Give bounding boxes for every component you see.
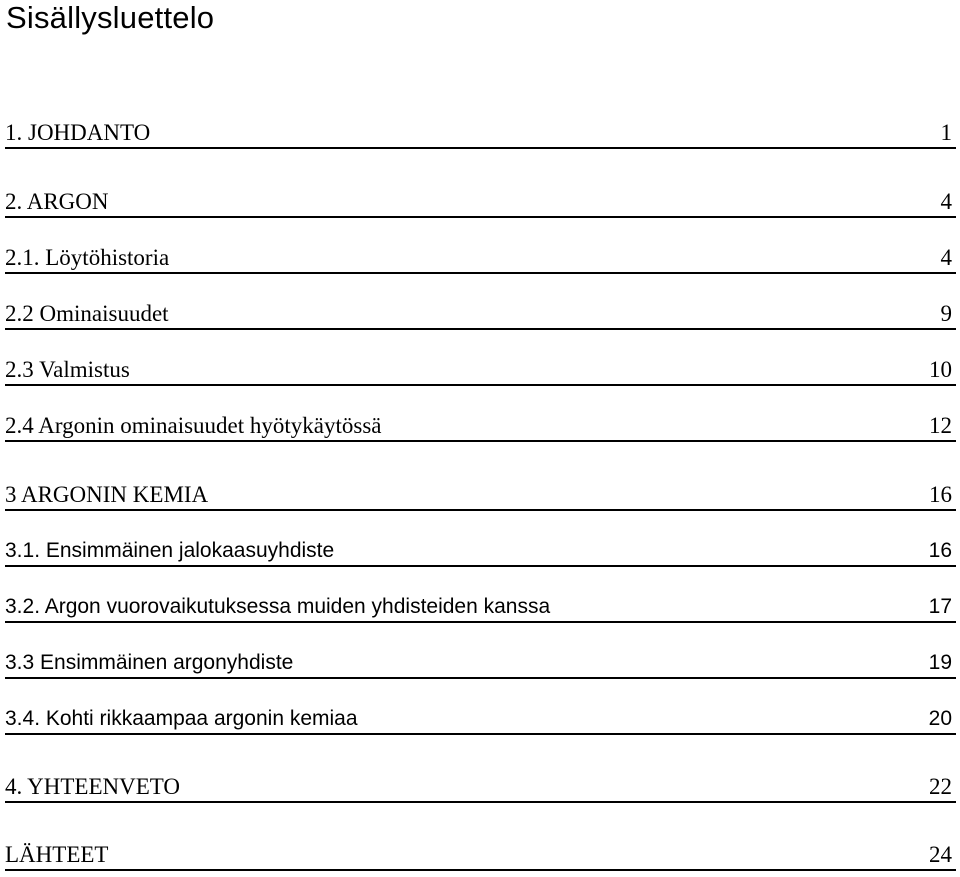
toc-entry[interactable] — [5, 410, 956, 442]
toc-entry[interactable] — [5, 771, 956, 803]
toc-entry-page: 4 — [940, 245, 952, 270]
toc-entry-page: 1 — [940, 120, 952, 145]
toc-entry-label: 3.4. Kohti rikkaampaa argonin kemiaa — [5, 707, 358, 730]
toc-entry-page: 16 — [929, 482, 952, 507]
toc-entry[interactable] — [5, 117, 956, 149]
toc-entry[interactable] — [5, 186, 956, 218]
toc-entry[interactable] — [5, 242, 956, 274]
toc-entry-label: LÄHTEET — [5, 842, 109, 867]
toc-entry-label: 2.3 Valmistus — [5, 357, 130, 382]
toc-entry-label: 2.4 Argonin ominaisuudet hyötykäytössä — [5, 413, 382, 438]
toc-entry[interactable] — [5, 703, 956, 735]
toc-entry-page: 9 — [940, 301, 952, 326]
toc-entry-page: 19 — [928, 651, 952, 674]
toc-entry-label: 2.2 Ominaisuudet — [5, 301, 169, 326]
toc-entry-label: 1. JOHDANTO — [5, 120, 151, 145]
toc-entry[interactable] — [5, 354, 956, 386]
toc-entry-page: 24 — [929, 842, 952, 867]
toc-entry-page: 16 — [928, 539, 952, 562]
toc-entry[interactable] — [5, 479, 956, 511]
toc-entry-page: 4 — [940, 189, 952, 214]
toc-entry-page: 17 — [928, 595, 952, 618]
toc-entry-label: 2. ARGON — [5, 189, 109, 214]
toc-entry-page: 22 — [929, 774, 952, 799]
toc-entry-label: 3 ARGONIN KEMIA — [5, 482, 209, 507]
toc-entry[interactable] — [5, 647, 956, 679]
toc-entry[interactable] — [5, 298, 956, 330]
toc-entry-label: 2.1. Löytöhistoria — [5, 245, 170, 270]
toc-entry-page: 20 — [928, 707, 952, 730]
toc-entry-label: 3.2. Argon vuorovaikutuksessa muiden yhdisteiden kanssa — [5, 595, 551, 618]
toc-entry[interactable] — [5, 535, 956, 567]
toc-entry[interactable] — [5, 839, 956, 871]
toc-entry-label: 4. YHTEENVETO — [5, 774, 181, 799]
toc-entry[interactable] — [5, 591, 956, 623]
toc-entry-page: 10 — [929, 357, 952, 382]
page-title: Sisällysluettelo — [6, 0, 215, 35]
toc-entry-label: 3.1. Ensimmäinen jalokaasuyhdiste — [5, 539, 335, 562]
toc-entry-label: 3.3 Ensimmäinen argonyhdiste — [5, 651, 294, 674]
toc-entry-page: 12 — [929, 413, 952, 438]
